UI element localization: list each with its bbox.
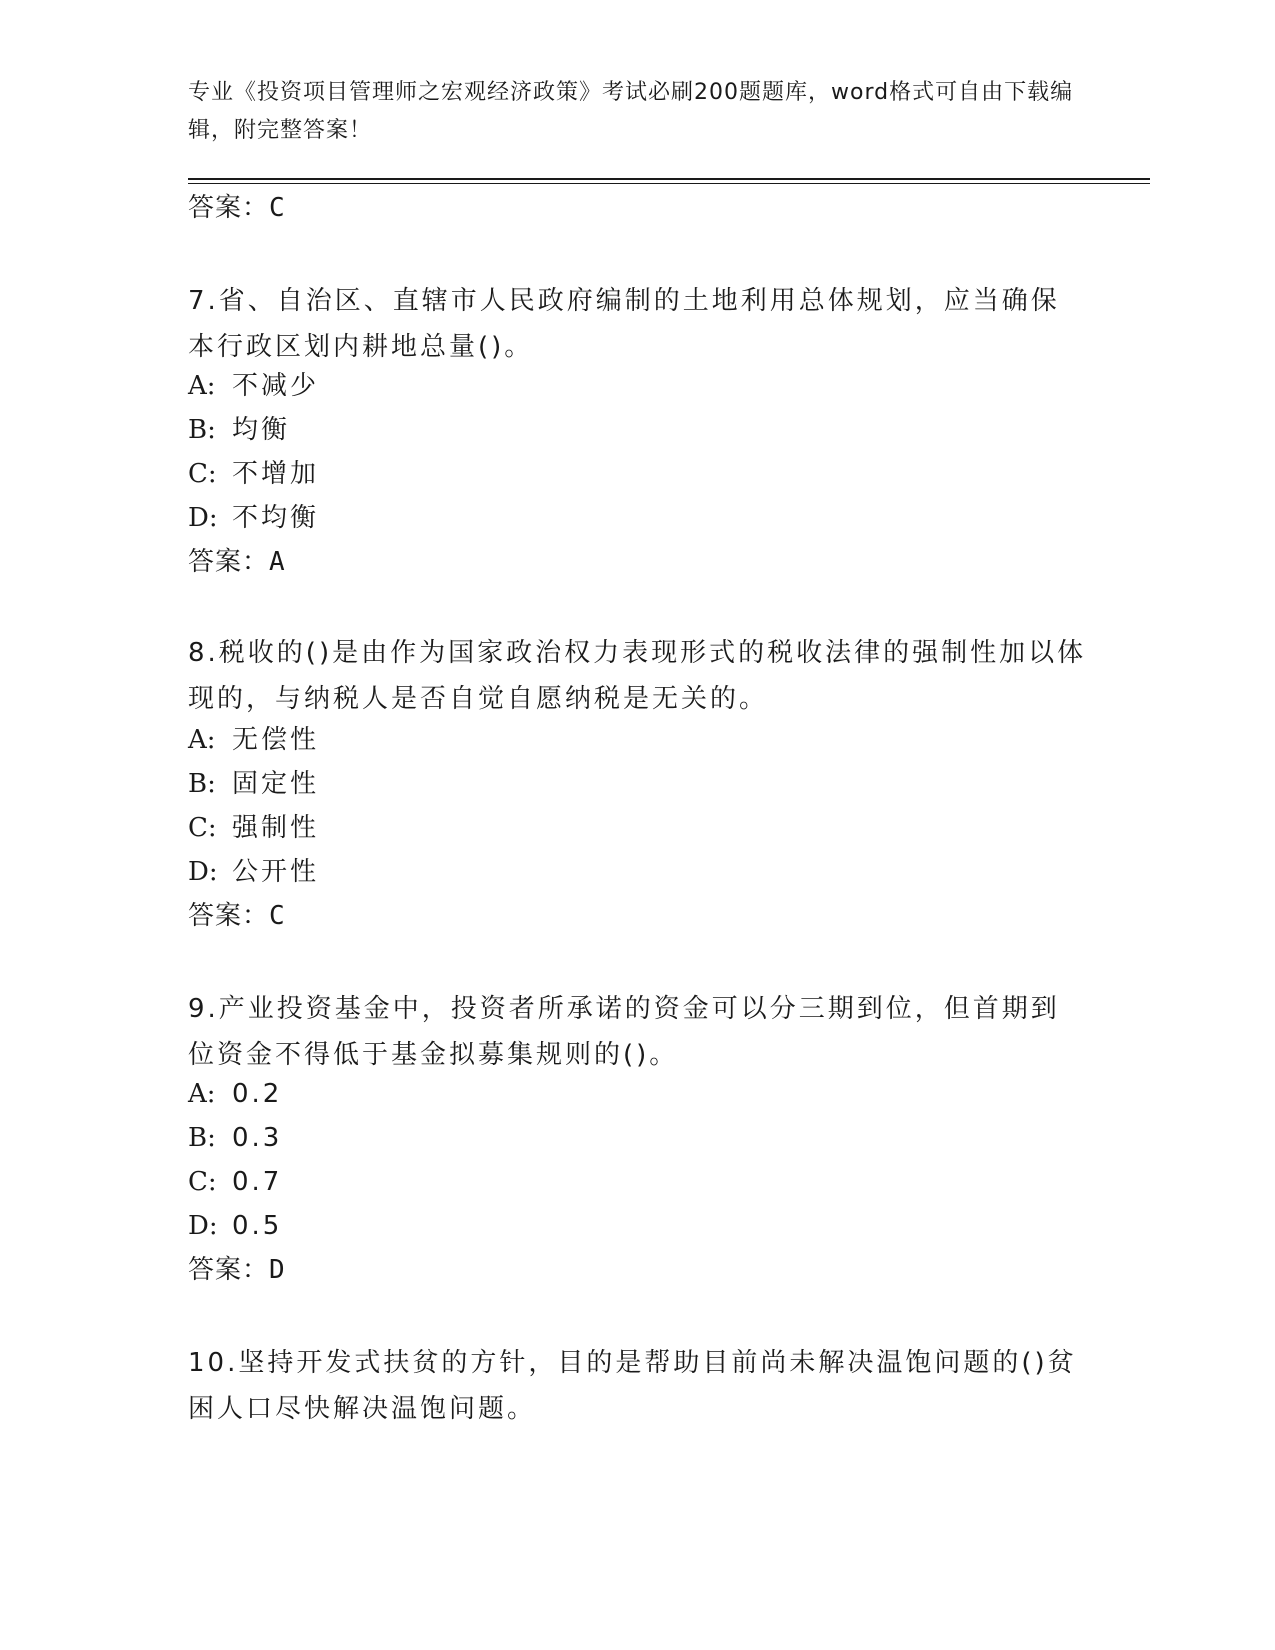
question-stem-9: 9.产业投资基金中，投资者所承诺的资金可以分三期到位，但首期到位资金不得低于基金拟募集规则的()。 [188,994,1060,1070]
option-key: C: [188,459,217,489]
option-b [188,766,319,802]
answer-value: D [269,1255,286,1285]
question-stem-7: 7.省、自治区、直辖市人民政府编制的土地利用总体规划，应当确保本行政区划内耕地总量()。 [188,286,1060,362]
option-c [188,1164,282,1200]
answer-line [188,544,286,580]
option-d [188,1208,282,1244]
answer-line [188,190,286,226]
question-stem-8: 8.税收的()是由作为国家政治权力表现形式的税收法律的强制性加以体现的，与纳税人是否自觉自愿纳税是无关的。 [188,638,1087,714]
option-text: 公开性 [232,857,320,887]
option-text: 固定性 [232,769,320,799]
answer-label: 答案： [188,193,270,223]
option-text: 不增加 [232,459,320,489]
option-text: 0.2 [232,1079,283,1109]
option-key: B: [188,769,216,799]
option-key: B: [188,415,216,445]
option-d [188,500,319,536]
option-text: 0.5 [232,1211,283,1241]
option-key: A: [188,371,216,401]
option-b [188,412,290,448]
option-text: 强制性 [232,813,320,843]
answer-value: C [269,901,286,931]
answer-line [188,898,286,934]
document-header: 专业《投资项目管理师之宏观经济政策》考试必刷200题题库，word格式可自由下载编辑，附完整答案！ [188,80,1074,143]
option-key: D: [188,503,218,533]
option-text: 0.7 [232,1167,283,1197]
option-c [188,456,319,492]
option-c [188,810,319,846]
option-d [188,854,319,890]
option-text: 不均衡 [232,503,320,533]
option-b [188,1120,282,1156]
answer-value: C [269,193,286,223]
option-key: A: [188,1079,216,1109]
question-stem-10: 10.坚持开发式扶贫的方针，目的是帮助目前尚未解决温饱问题的()贫困人口尽快解决温饱问题。 [188,1348,1077,1424]
option-key: B: [188,1123,216,1153]
option-key: D: [188,857,218,887]
answer-value: A [269,547,286,577]
header-divider [188,178,1150,180]
answer-label: 答案： [188,547,270,577]
option-text: 不减少 [232,371,320,401]
option-text: 均衡 [232,415,291,445]
option-key: A: [188,725,216,755]
option-text: 0.3 [232,1123,283,1153]
option-a [188,1076,282,1112]
answer-line [188,1252,286,1288]
option-a [188,722,319,758]
option-key: C: [188,813,217,843]
option-text: 无偿性 [232,725,320,755]
option-key: C: [188,1167,217,1197]
option-a [188,368,319,404]
answer-label: 答案： [188,1255,270,1285]
answer-label: 答案： [188,901,270,931]
header-divider-thin [188,183,1150,184]
option-key: D: [188,1211,218,1241]
